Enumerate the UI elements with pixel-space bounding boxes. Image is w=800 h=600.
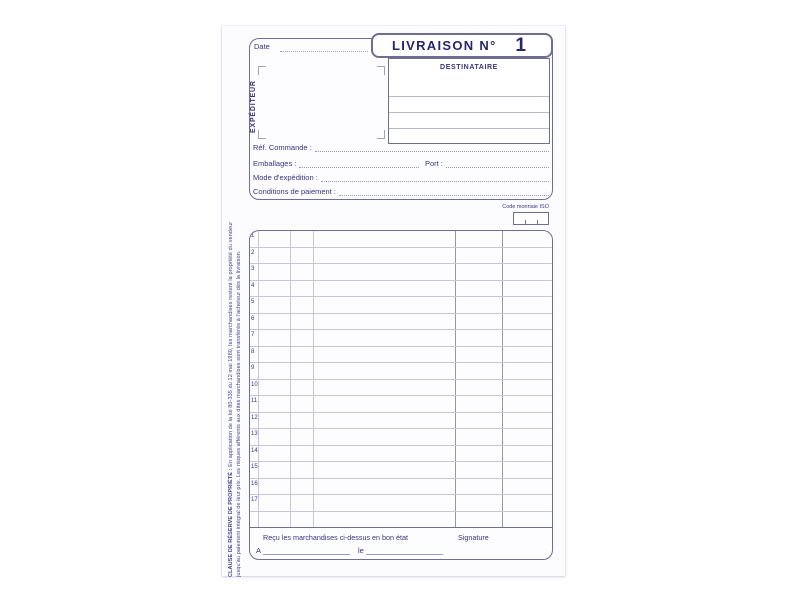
table-cell[interactable]	[456, 446, 503, 462]
table-cell[interactable]	[291, 248, 314, 264]
table-cell[interactable]	[503, 248, 552, 264]
table-cell[interactable]	[314, 380, 456, 396]
date-label: Date	[254, 42, 270, 51]
mode-expedition-label: Mode d'expédition :	[253, 173, 318, 182]
row-number	[250, 512, 259, 528]
port-label: Port :	[424, 159, 443, 168]
expediteur-corner-top-right	[377, 66, 385, 75]
date-field[interactable]	[280, 43, 368, 52]
receipt-statement: Reçu les marchandises ci-dessus en bon état	[263, 533, 409, 542]
table-cell[interactable]	[314, 446, 456, 462]
destinataire-line	[389, 96, 549, 97]
expediteur-corner-bottom-right	[377, 130, 385, 139]
table-cell[interactable]	[259, 413, 291, 429]
expediteur-corner-bottom-left	[258, 130, 266, 139]
table-cell[interactable]	[503, 512, 552, 528]
table-cell[interactable]	[291, 330, 314, 346]
table-row	[250, 479, 552, 496]
table-cell[interactable]	[314, 479, 456, 495]
table-cell[interactable]	[314, 363, 456, 379]
table-cell[interactable]	[259, 380, 291, 396]
row-number: 8	[250, 347, 259, 363]
table-cell[interactable]	[456, 462, 503, 478]
code-monnaie-field[interactable]	[513, 212, 549, 225]
table-row	[250, 462, 552, 479]
table-cell[interactable]	[259, 248, 291, 264]
form-title: LIVRAISON N°	[392, 38, 497, 53]
mode-expedition-row	[253, 173, 549, 182]
table-cell[interactable]	[314, 231, 456, 247]
table-cell[interactable]	[456, 363, 503, 379]
table-cell[interactable]	[456, 495, 503, 511]
table-cell[interactable]	[503, 281, 552, 297]
table-row	[250, 314, 552, 331]
table-cell[interactable]	[259, 462, 291, 478]
table-cell[interactable]	[291, 429, 314, 445]
table-cell[interactable]	[503, 363, 552, 379]
table-cell[interactable]	[259, 297, 291, 313]
table-cell[interactable]	[456, 429, 503, 445]
table-cell[interactable]	[314, 264, 456, 280]
table-cell[interactable]	[456, 479, 503, 495]
table-cell[interactable]	[456, 396, 503, 412]
table-cell[interactable]	[291, 347, 314, 363]
table-cell[interactable]	[314, 281, 456, 297]
table-cell[interactable]	[314, 347, 456, 363]
ownership-clause-title: CLAUSE DE RÉSERVE DE PROPRIÉTÉ :	[228, 468, 234, 577]
table-cell[interactable]	[503, 429, 552, 445]
table-cell[interactable]	[314, 396, 456, 412]
row-number: 4	[250, 281, 259, 297]
items-grid	[250, 231, 552, 528]
row-number: 7	[250, 330, 259, 346]
destinataire-line	[389, 128, 549, 129]
table-cell[interactable]	[291, 462, 314, 478]
table-cell[interactable]	[291, 495, 314, 511]
table-cell[interactable]	[503, 231, 552, 247]
destinataire-line	[389, 112, 549, 113]
date-signed-field[interactable]	[366, 547, 443, 555]
table-cell[interactable]	[503, 380, 552, 396]
table-cell[interactable]	[314, 512, 456, 528]
emballages-field[interactable]	[299, 160, 419, 168]
table-cell[interactable]	[503, 347, 552, 363]
table-row	[250, 264, 552, 281]
row-number: 3	[250, 264, 259, 280]
ownership-clause-text: En application de la loi 80-335 du 12 mai 1980, les marchandises restent la propriété du vendeur	[228, 221, 234, 469]
row-number: 15	[250, 462, 259, 478]
row-number: 6	[250, 314, 259, 330]
signature-label: Signature	[458, 533, 489, 542]
table-cell[interactable]	[291, 479, 314, 495]
table-cell[interactable]	[291, 512, 314, 528]
table-row	[250, 363, 552, 380]
emballages-label: Emballages :	[253, 159, 297, 168]
mode-expedition-field[interactable]	[321, 174, 549, 182]
table-cell[interactable]	[503, 330, 552, 346]
table-cell[interactable]	[259, 363, 291, 379]
expediteur-label: EXPÉDITEUR	[250, 80, 257, 133]
code-monnaie-label: Code monnaie ISO	[502, 204, 549, 210]
table-cell[interactable]	[291, 363, 314, 379]
table-row	[250, 413, 552, 430]
table-cell[interactable]	[314, 413, 456, 429]
table-cell[interactable]	[456, 413, 503, 429]
table-cell[interactable]	[314, 314, 456, 330]
table-cell[interactable]	[503, 446, 552, 462]
table-row	[250, 330, 552, 347]
table-cell[interactable]	[503, 396, 552, 412]
table-cell[interactable]	[456, 297, 503, 313]
port-field[interactable]	[446, 160, 549, 168]
table-cell[interactable]	[291, 396, 314, 412]
place-date-row	[256, 546, 452, 555]
table-cell[interactable]	[314, 330, 456, 346]
table-cell[interactable]	[291, 446, 314, 462]
table-row	[250, 396, 552, 413]
table-cell[interactable]	[259, 446, 291, 462]
row-number: 9	[250, 363, 259, 379]
table-cell[interactable]	[456, 281, 503, 297]
table-cell[interactable]	[259, 495, 291, 511]
ownership-clause-line-2: jusqu'au paiement intégral de leur prix. Les risques afférents aux dites marchandises sont transférés à l'acheteur dès la livraison.	[236, 250, 242, 577]
items-table-section	[249, 230, 553, 560]
table-cell[interactable]	[259, 479, 291, 495]
code-monnaie-divider	[537, 220, 538, 224]
conditions-paiement-row	[253, 187, 549, 196]
table-row	[250, 429, 552, 446]
table-cell[interactable]	[291, 380, 314, 396]
table-cell[interactable]	[259, 314, 291, 330]
le-label: le	[358, 546, 364, 555]
table-cell[interactable]	[291, 231, 314, 247]
table-row	[250, 248, 552, 265]
destinataire-box[interactable]	[388, 58, 550, 144]
table-cell[interactable]	[456, 231, 503, 247]
table-cell[interactable]	[259, 347, 291, 363]
table-cell[interactable]	[503, 264, 552, 280]
table-row	[250, 281, 552, 298]
table-cell[interactable]	[259, 231, 291, 247]
table-cell[interactable]	[259, 264, 291, 280]
delivery-number: 1	[515, 34, 526, 56]
conditions-paiement-field[interactable]	[339, 188, 549, 196]
table-cell[interactable]	[503, 462, 552, 478]
conditions-paiement-label: Conditions de paiement :	[253, 187, 336, 196]
table-cell[interactable]	[503, 413, 552, 429]
table-cell[interactable]	[291, 264, 314, 280]
row-number: 12	[250, 413, 259, 429]
row-number: 1	[250, 231, 259, 247]
ref-commande-row	[253, 143, 549, 152]
table-cell[interactable]	[503, 314, 552, 330]
row-number: 11	[250, 396, 259, 412]
table-cell[interactable]	[314, 297, 456, 313]
table-cell[interactable]	[456, 248, 503, 264]
table-cell[interactable]	[314, 248, 456, 264]
place-field[interactable]	[263, 547, 350, 555]
emballages-port-row	[253, 159, 549, 168]
table-cell[interactable]	[456, 330, 503, 346]
table-row	[250, 495, 552, 512]
destinataire-label: DESTINATAIRE	[440, 64, 498, 71]
table-row	[250, 347, 552, 364]
table-cell[interactable]	[503, 297, 552, 313]
table-row	[250, 446, 552, 463]
table-cell[interactable]	[456, 347, 503, 363]
table-row	[250, 512, 552, 528]
ref-commande-field[interactable]	[315, 144, 549, 152]
table-cell[interactable]	[259, 396, 291, 412]
ref-commande-label: Réf. Commande :	[253, 143, 312, 152]
table-row	[250, 231, 552, 248]
table-cell[interactable]	[291, 314, 314, 330]
table-cell[interactable]	[314, 462, 456, 478]
table-cell[interactable]	[259, 330, 291, 346]
table-cell[interactable]	[456, 264, 503, 280]
row-number: 5	[250, 297, 259, 313]
expediteur-corner-top-left	[258, 66, 266, 75]
row-number: 14	[250, 446, 259, 462]
row-number: 13	[250, 429, 259, 445]
place-label: A	[256, 546, 262, 555]
table-cell[interactable]	[456, 314, 503, 330]
table-cell[interactable]	[503, 495, 552, 511]
table-cell[interactable]	[314, 495, 456, 511]
code-monnaie-divider	[525, 220, 526, 224]
ownership-clause-line-1	[228, 221, 235, 577]
table-cell[interactable]	[291, 413, 314, 429]
row-number: 17	[250, 495, 259, 511]
row-number: 16	[250, 479, 259, 495]
table-cell[interactable]	[456, 512, 503, 528]
table-cell[interactable]	[314, 429, 456, 445]
table-cell[interactable]	[259, 281, 291, 297]
row-number: 2	[250, 248, 259, 264]
table-cell[interactable]	[259, 429, 291, 445]
table-cell[interactable]	[456, 380, 503, 396]
table-cell[interactable]	[259, 512, 291, 528]
table-cell[interactable]	[291, 297, 314, 313]
table-cell[interactable]	[503, 479, 552, 495]
table-cell[interactable]	[291, 281, 314, 297]
table-row	[250, 297, 552, 314]
table-row	[250, 380, 552, 397]
row-number: 10	[250, 380, 259, 396]
title-box	[371, 33, 553, 58]
